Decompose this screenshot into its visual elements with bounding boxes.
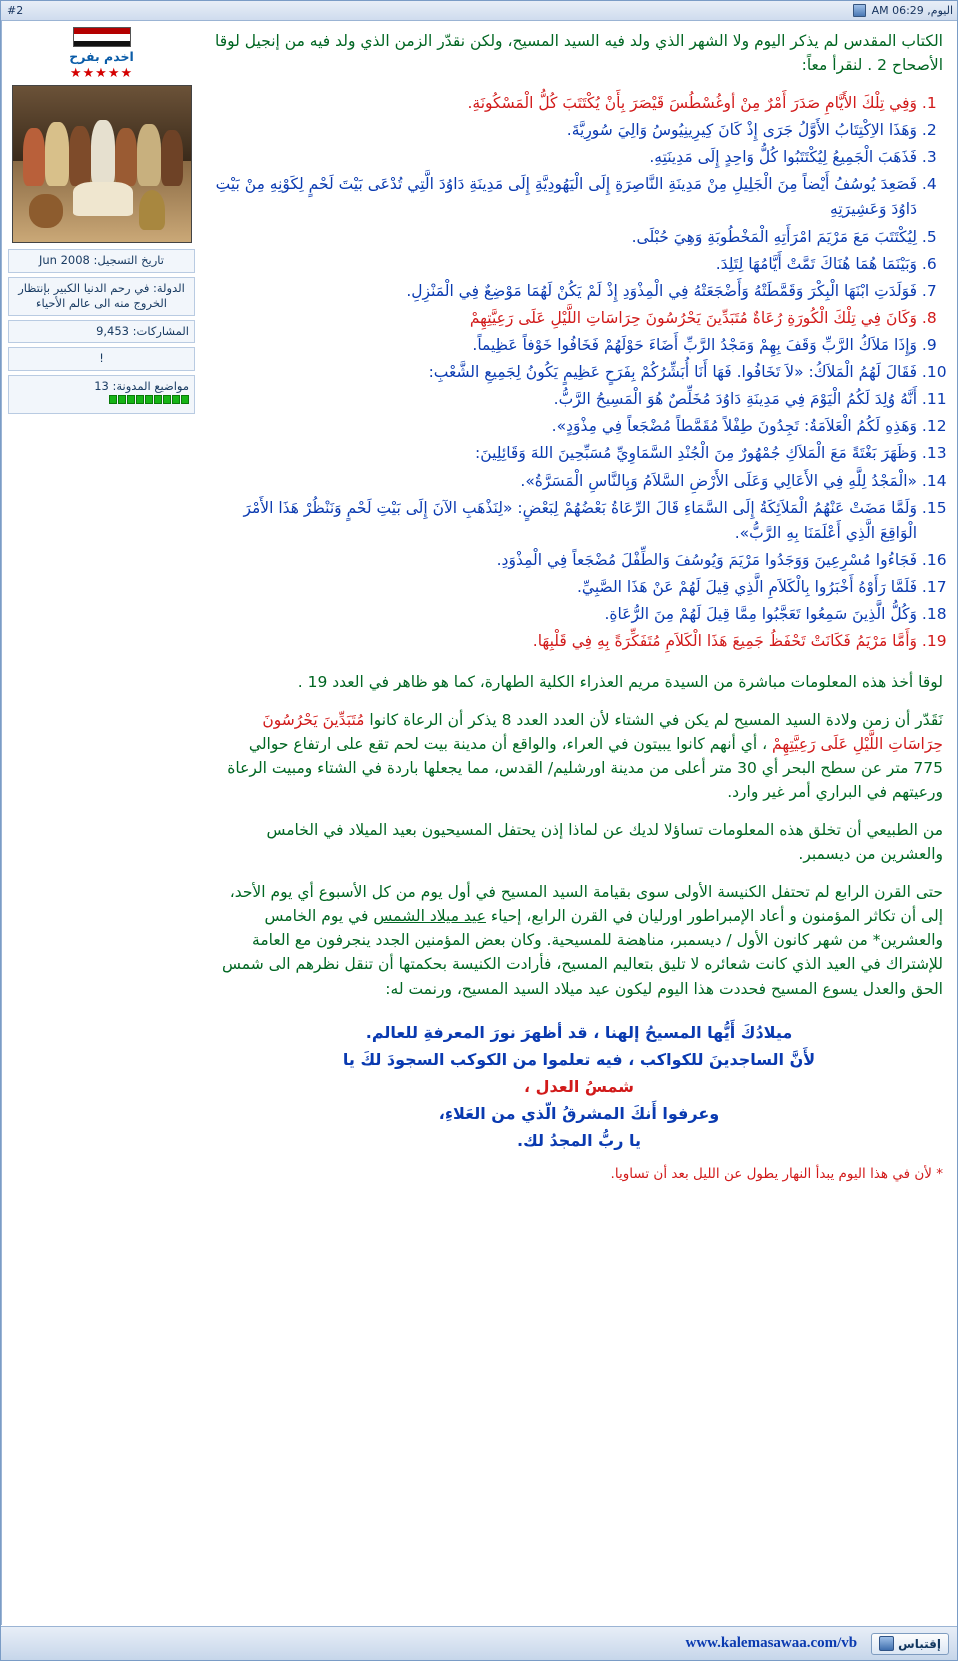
post-date: اليوم, 06:29 AM xyxy=(871,4,953,17)
post-header-bar xyxy=(1,1,957,21)
user-rank-title: اخدم بفرح xyxy=(69,49,134,64)
list-item: 19. وَأَمَّا مَرْيَمُ فَكَانَتْ تَحْفَظُ جَمِيعَ هَذَا الْكَلاَمِ مُتَفَكِّرَةً بِهِ فِي قَلْبِهَا. xyxy=(215,629,917,654)
estimate-highlight: مُتَبَدِّينَ يَحْرُسُونَ حِرَاسَاتِ اللَّيْلِ عَلَى رَعِيَّتِهِمْ xyxy=(262,711,943,754)
list-item: 15. وَلَمَّا مَضَتْ عَنْهُمُ الْمَلاَئِكَةُ إِلَى السَّمَاءِ قَالَ الرِّعَاةُ بَعْضُهُمْ لِبَعْضٍ: «لِنَذْهَبِ الآنَ إِلَى بَيْتِ لَحْمٍ وَنَنْظُرْ هَذَا الأَمْرَ الْوَاقِعَ الَّذِي أَعْلَمَنَا بِهِ الرَّبُّ». xyxy=(215,496,917,546)
luke-paragraph: لوقا أخذ هذه المعلومات مباشرة من السيدة مريم العذراء الكلية الطهارة، كما هو ظاهر في العدد 19 . xyxy=(297,673,943,692)
hymn-line-3: شمسُ العدل ، xyxy=(524,1076,634,1096)
hymn-block xyxy=(215,1019,943,1155)
list-item: 11. أَنَّهُ وُلِدَ لَكُمُ الْيَوْمَ فِي مَدِينَةِ دَاوُدَ مُخَلِّصٌ هُوَ الْمَسِيحُ الرَّبُّ. xyxy=(215,387,917,412)
list-item: 1. وَفِي تِلْكَ الأَيَّامِ صَدَرَ أَمْرٌ مِنْ أوغُسْطُسَ قَيْصَرَ بِأَنْ يُكْتَتَبَ كُلُّ الْمَسْكُونَةِ. xyxy=(215,91,917,116)
hymn-line-5: يا ربُّ المجدُ لك. xyxy=(517,1131,641,1151)
footnote: * لأن في هذا اليوم يبدأ النهار يطول عن الليل بعد أن تساويا. xyxy=(610,1166,943,1183)
history-text-part1: حتى القرن الرابع لم تحتفل الكنيسة الأولى سوى بقيامة السيد المسيح في أول يوم من كل الأسبوع أي يوم الأحد، إلى أن تكاثر المؤمنون و أعاد الإمبراطور اورليان في القرن الرابع، إحياء xyxy=(229,883,943,926)
post-count: المشاركات: 9,453 xyxy=(8,320,195,344)
history-link[interactable]: عيد ميلاد الشمس xyxy=(373,907,486,926)
hymn-line-2: لأَنَّ الساجدينَ للكواكب ، فيه تعلموا من الكوكب السجودَ لكَ يا xyxy=(342,1049,816,1069)
user-location: الدولة: في رحم الدنيا الكبير بإنتظار الخروج منه الى عالم الأحياء xyxy=(8,277,195,316)
post-content xyxy=(201,21,957,1625)
hymn-line-1: ميلادُكَ أَيُّها المسيحُ إلهنا ، قد أظهرَ نورَ المعرفةِ للعالم. xyxy=(365,1022,793,1042)
list-item: 9. وَإِذَا مَلاَكُ الرَّبِّ وَقَفَ بِهِمْ وَمَجْدُ الرَّبِّ أَضَاءَ حَوْلَهُمْ فَخَافُوا خَوْفاً عَظِيماً. xyxy=(215,333,917,358)
footer-right-tools xyxy=(685,1633,949,1655)
list-item: 16. فَجَاءُوا مُسْرِعِينَ وَوَجَدُوا مَرْيَمَ وَيُوسُفَ وَالطِّفْلَ مُضْجَعاً فِي الْمِذْوَدِ. xyxy=(215,548,917,573)
intro-paragraph: الكتاب المقدس لم يذكر اليوم ولا الشهر الذي ولد فيه السيد المسيح، ولكن نقدّر الزمن الذي ولد فيه من إنجيل لوقا الأصحاح 2 . لنقرأ معاً: xyxy=(215,32,943,75)
list-item: 8. وَكَانَ فِي تِلْكَ الْكُورَةِ رُعَاةٌ مُتَبَدِّينَ يَحْرُسُونَ حِرَاسَاتِ اللَّيْلِ عَلَى رَعِيَّتِهِمْ xyxy=(215,306,917,331)
list-item: 18. وَكُلُّ الَّذِينَ سَمِعُوا تَعَجَّبُوا مِمَّا قِيلَ لَهُمْ مِنَ الرُّعَاةِ. xyxy=(215,602,917,627)
list-item: 14. «الْمَجْدُ لِلَّهِ فِي الأَعَالِي وَعَلَى الأَرْضِ السَّلاَمُ وَبِالنَّاسِ الْمَسَرَّةُ». xyxy=(215,469,917,494)
list-item: 4. فَصَعِدَ يُوسُفُ أَيْضاً مِنَ الْجَلِيلِ مِنْ مَدِينَةِ النَّاصِرَةِ إِلَى الْيَهُودِيَّةِ إِلَى مَدِينَةِ دَاوُدَ الَّتِي تُدْعَى بَيْتَ لَحْمٍ لِكَوْنِهِ مِنْ بَيْتِ دَاوُدَ وَعَشِيرَتِهِ xyxy=(215,172,917,222)
site-url: www.kalemasawaa.com/vb xyxy=(685,1635,858,1651)
join-date: تاريخ التسجيل: Jun 2008 xyxy=(8,249,195,273)
post-number: #2 xyxy=(7,4,24,17)
estimate-paragraph xyxy=(215,708,943,804)
user-rank-stars: ★★★★★ xyxy=(69,66,134,81)
post-footer-bar xyxy=(1,1626,957,1660)
reputation-bar xyxy=(108,394,189,409)
list-item: 13. وَظَهَرَ بَغْتَةً مَعَ الْمَلاَكِ جُمْهُورٌ مِنَ الْجُنْدِ السَّمَاوِيِّ مُسَبِّحِينَ اللهَ وَقَائِلِينَ: xyxy=(215,441,917,466)
quote-icon xyxy=(879,1636,894,1651)
user-info-panel xyxy=(1,21,201,1625)
blog-topics xyxy=(8,375,195,414)
list-item: 2. وَهَذَا الاِكْتِتَابُ الأَوَّلُ جَرَى إِذْ كَانَ كِيرِينِيُوسُ وَالِيَ سُورِيَّةَ. xyxy=(215,118,917,143)
quote-button-label: إقتباس xyxy=(898,1636,941,1651)
list-item: 3. فَذَهَبَ الْجَمِيعُ لِيُكْتَتَبُوا كُلُّ وَاحِدٍ إِلَى مَدِينَتِهِ. xyxy=(215,145,917,170)
rank-flag-icon xyxy=(73,27,131,47)
post-options-icon[interactable] xyxy=(853,4,866,17)
hymn-line-4: وعرفوا أَنكَ المشرقُ الّذي من العَلاءِ، xyxy=(438,1104,720,1124)
history-paragraph xyxy=(215,880,943,1000)
list-item: 17. فَلَمَّا رَأَوْهُ أَخْبَرُوا بِالْكَلاَمِ الَّذِي قِيلَ لَهُمْ عَنْ هَذَا الصَّبِيِّ. xyxy=(215,575,917,600)
reputation-icon: ! xyxy=(8,347,195,371)
list-item: 12. وَهَذِهِ لَكُمُ الْعَلاَمَةُ: تَجِدُونَ طِفْلاً مُقَمَّطاً مُضْجَعاً فِي مِذْوَدٍ». xyxy=(215,414,917,439)
list-item: 5. لِيُكْتَتَبَ مَعَ مَرْيَمَ امْرَأَتِهِ الْمَخْطُوبَةِ وَهِيَ حُبْلَى. xyxy=(215,225,917,250)
estimate-text-part1: نَقَدّر أن زمن ولادة السيد المسيح لم يكن في الشتاء لأن العدد العدد 8 يذكر أن الرعاة كانوا xyxy=(364,711,943,730)
estimate-text-part2: ، أي أنهم كانوا يبيتون في العراء، والواقع أن مدينة بيت لحم تقع على ارتفاع حوالي 775 متر عن سطح البحر أي 30 متر أعلى من مدينة اورشليم/ القدس، مما يجعلها باردة في الشتاء ومبيت الرعاة ورعيتهم في البراري أمر غير وارد. xyxy=(227,735,943,802)
history-text-part2: في يوم الخامس والعشرين* من شهر كانون الأول / ديسمبر، مناهضة للمسيحية. وكان بعض المؤمنين الجدد ينجرفون مع العامة للإشتراك في العيد الذي كانت شعائره لا تليق بتعاليم المسيح، فأرادت الكنيسة بحكمتها أن تنقل نظرهم الى شمس الحق والعدل يسوع المسيح فحددت هذا اليوم ليكون عيد ميلاد السيد المسيح، ورنمت له: xyxy=(222,907,943,998)
verses-list xyxy=(215,91,943,654)
avatar xyxy=(12,85,192,243)
list-item: 10. فَقَالَ لَهُمُ الْمَلاَكُ: «لاَ تَخَافُوا. فَهَا أَنَا أُبَشِّرُكُمْ بِفَرَحٍ عَظِيمٍ يَكُونُ لِجَمِيعِ الشَّعْبِ: xyxy=(215,360,917,385)
post-date-area xyxy=(853,4,953,17)
post-body xyxy=(1,21,957,1625)
natural-question-paragraph: من الطبيعي أن تخلق هذه المعلومات تساؤلا لديك عن لماذا إذن يحتفل المسيحيون بعيد الميلاد في الخامس والعشرين من ديسمبر. xyxy=(266,821,943,864)
list-item: 6. وَبَيْنَمَا هُمَا هُنَاكَ تَمَّتْ أَيَّامُهَا لِتَلِدَ. xyxy=(215,252,917,277)
blog-topics-label: مواضيع المدونة: 13 xyxy=(94,378,189,393)
quote-button[interactable] xyxy=(871,1633,949,1655)
post-number-area xyxy=(5,4,23,17)
list-item: 7. فَوَلَدَتِ ابْنَهَا الْبِكْرَ وَقَمَّطَتْهُ وَأَضْجَعَتْهُ فِي الْمِذْوَدِ إِذْ لَمْ يَكُنْ لَهُمَا مَوْضِعٌ فِي الْمَنْزِلِ. xyxy=(215,279,917,304)
